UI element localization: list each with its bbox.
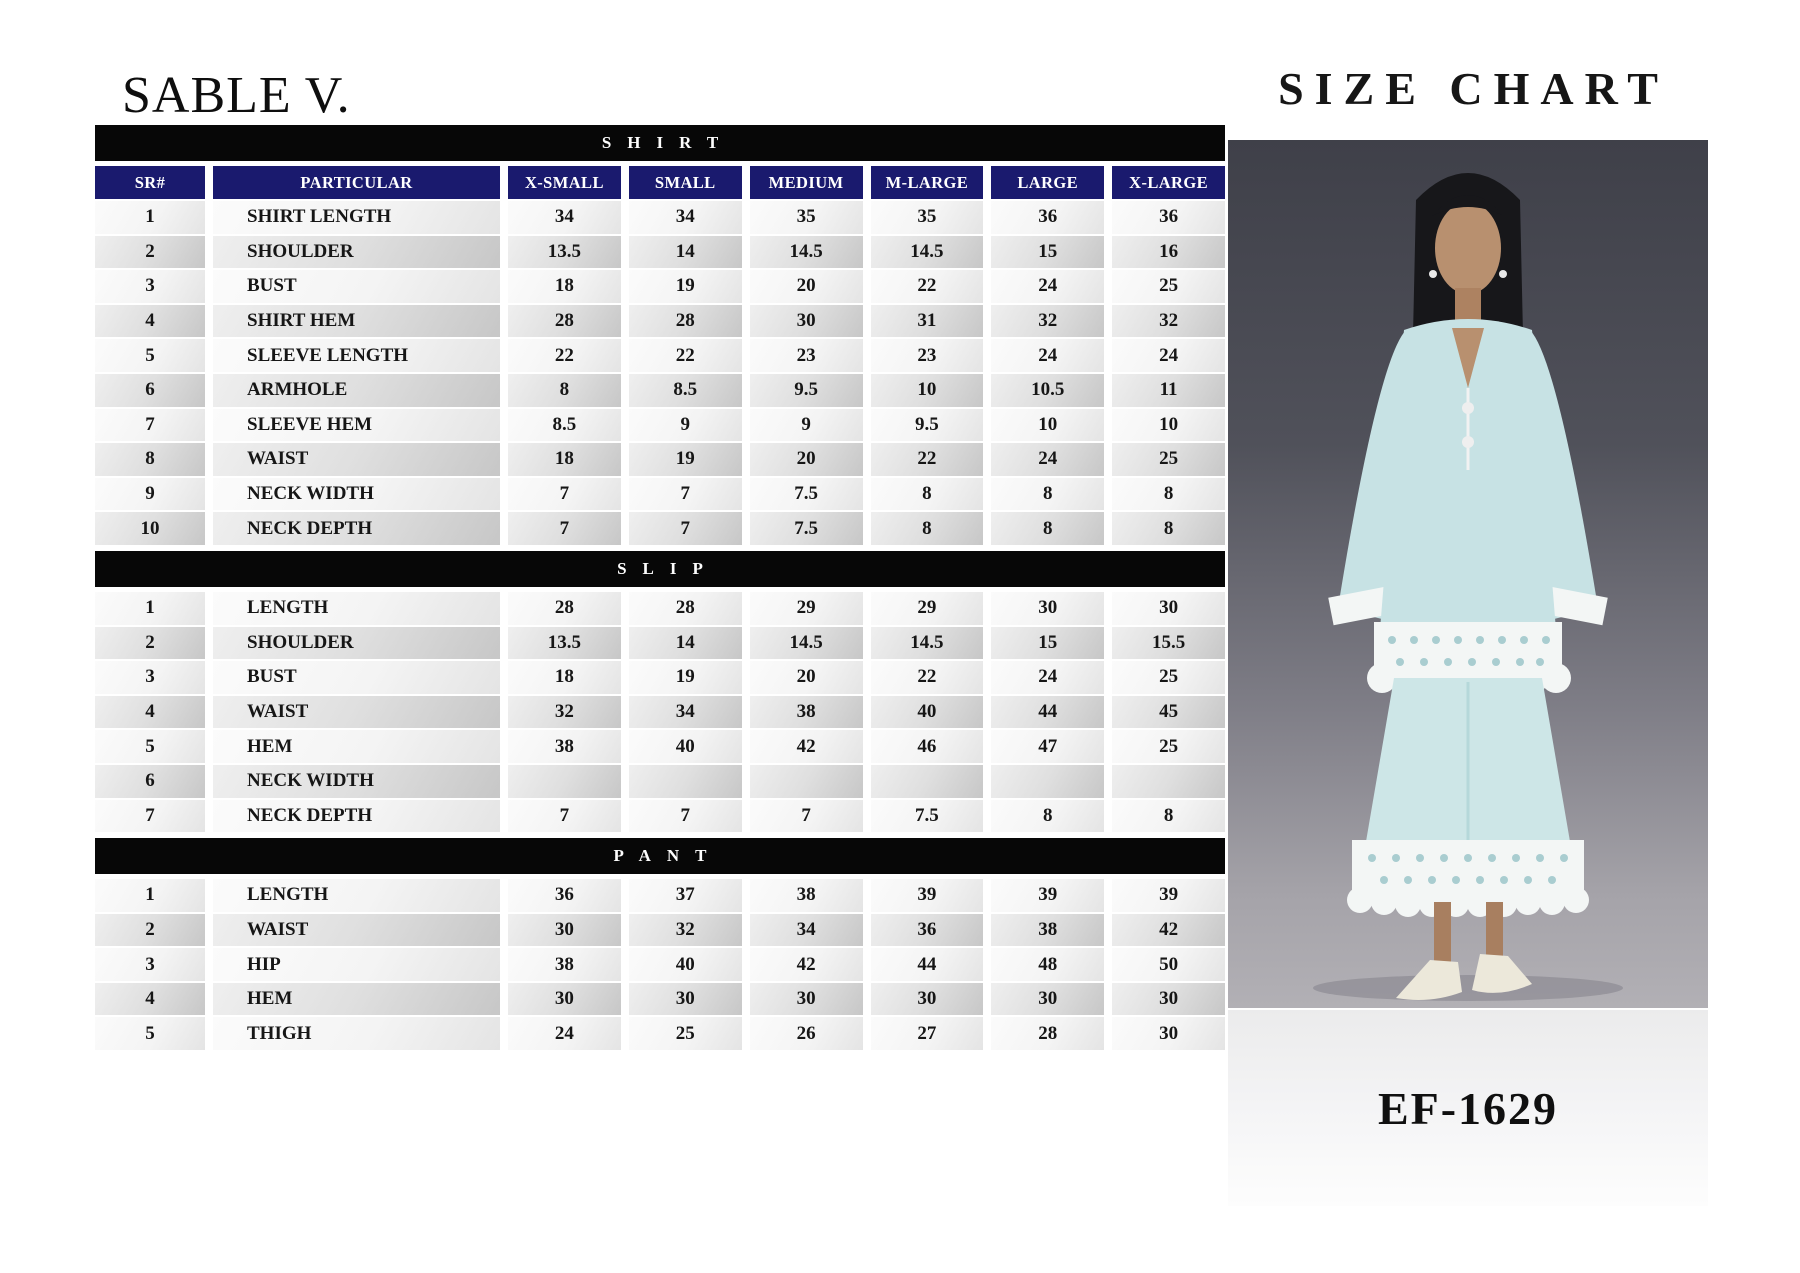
- value-cell: 14: [629, 236, 742, 269]
- value-cell: 10.5: [991, 374, 1104, 407]
- table-row: [95, 305, 1225, 338]
- model-photo: [1228, 140, 1708, 1008]
- model-neck: [1455, 288, 1481, 322]
- value-cell: 30: [991, 592, 1104, 625]
- section-header-shirt: SHIRT: [95, 125, 1225, 161]
- value-cell: 31: [871, 305, 984, 338]
- value-cell: 44: [991, 696, 1104, 729]
- column-header: LARGE: [991, 166, 1104, 199]
- table-row: [95, 948, 1225, 981]
- value-cell: 20: [750, 443, 863, 476]
- value-cell: 7: [750, 800, 863, 833]
- value-cell: 27: [871, 1017, 984, 1050]
- value-cell: 8.5: [629, 374, 742, 407]
- value-cell: 30: [871, 983, 984, 1016]
- value-cell: 7: [508, 800, 621, 833]
- value-cell: 47: [991, 730, 1104, 763]
- value-cell: 45: [1112, 696, 1225, 729]
- ankle-left: [1434, 902, 1451, 966]
- value-cell: [750, 765, 863, 798]
- value-cell: 10: [871, 374, 984, 407]
- value-cell: 30: [629, 983, 742, 1016]
- value-cell: 30: [1112, 1017, 1225, 1050]
- value-cell: 7: [629, 512, 742, 545]
- value-cell: 42: [1112, 914, 1225, 947]
- column-header: SR#: [95, 166, 205, 199]
- value-cell: 32: [1112, 305, 1225, 338]
- value-cell: 36: [871, 914, 984, 947]
- particular-cell: HEM: [213, 730, 500, 763]
- value-cell: 9.5: [750, 374, 863, 407]
- value-cell: 7.5: [750, 478, 863, 511]
- sr-cell: 4: [95, 305, 205, 338]
- value-cell: 25: [1112, 730, 1225, 763]
- value-cell: 34: [629, 201, 742, 234]
- value-cell: 25: [1112, 270, 1225, 303]
- ankle-right: [1486, 902, 1503, 960]
- value-cell: [508, 765, 621, 798]
- value-cell: 30: [508, 914, 621, 947]
- column-header: SMALL: [629, 166, 742, 199]
- value-cell: 24: [991, 270, 1104, 303]
- value-cell: 32: [629, 914, 742, 947]
- value-cell: 7: [508, 478, 621, 511]
- value-cell: 25: [1112, 443, 1225, 476]
- particular-cell: LENGTH: [213, 592, 500, 625]
- sr-cell: 10: [95, 512, 205, 545]
- value-cell: 14.5: [750, 236, 863, 269]
- value-cell: 15: [991, 236, 1104, 269]
- table-row: [95, 914, 1225, 947]
- value-cell: 36: [991, 201, 1104, 234]
- value-cell: 38: [750, 696, 863, 729]
- value-cell: 40: [629, 948, 742, 981]
- value-cell: 8: [871, 512, 984, 545]
- value-cell: 30: [1112, 592, 1225, 625]
- table-row: [95, 879, 1225, 912]
- value-cell: 8.5: [508, 409, 621, 442]
- sr-cell: 9: [95, 478, 205, 511]
- table-row: [95, 765, 1225, 798]
- sr-cell: 7: [95, 409, 205, 442]
- model-face: [1435, 202, 1501, 294]
- particular-cell: NECK WIDTH: [213, 478, 500, 511]
- value-cell: 38: [508, 730, 621, 763]
- value-cell: 40: [871, 696, 984, 729]
- value-cell: 22: [871, 661, 984, 694]
- table-row: [95, 478, 1225, 511]
- table-row: [95, 270, 1225, 303]
- sr-cell: 4: [95, 696, 205, 729]
- value-cell: 38: [991, 914, 1104, 947]
- value-cell: 29: [750, 592, 863, 625]
- table-row: [95, 512, 1225, 545]
- sr-cell: 3: [95, 948, 205, 981]
- value-cell: 8: [991, 800, 1104, 833]
- table-row: [95, 983, 1225, 1016]
- earring-right: [1499, 270, 1507, 278]
- particular-cell: SLEEVE LENGTH: [213, 339, 500, 372]
- value-cell: 8: [508, 374, 621, 407]
- value-cell: 24: [991, 661, 1104, 694]
- value-cell: 36: [508, 879, 621, 912]
- sr-cell: 1: [95, 879, 205, 912]
- column-header: X-LARGE: [1112, 166, 1225, 199]
- value-cell: 30: [508, 983, 621, 1016]
- value-cell: 8: [1112, 478, 1225, 511]
- sr-cell: 3: [95, 661, 205, 694]
- sr-cell: 1: [95, 201, 205, 234]
- value-cell: 36: [1112, 201, 1225, 234]
- earring-left: [1429, 270, 1437, 278]
- table-row: [95, 201, 1225, 234]
- product-code: EF-1629: [1377, 1082, 1559, 1134]
- sr-cell: 2: [95, 236, 205, 269]
- value-cell: 10: [1112, 409, 1225, 442]
- value-cell: 35: [750, 201, 863, 234]
- table-row: [95, 374, 1225, 407]
- sr-cell: 2: [95, 627, 205, 660]
- sr-cell: 8: [95, 443, 205, 476]
- value-cell: 7: [508, 512, 621, 545]
- value-cell: 20: [750, 270, 863, 303]
- value-cell: 32: [508, 696, 621, 729]
- value-cell: 9.5: [871, 409, 984, 442]
- value-cell: 13.5: [508, 627, 621, 660]
- sr-cell: 4: [95, 983, 205, 1016]
- value-cell: 8: [1112, 512, 1225, 545]
- column-header-row: [95, 166, 1225, 199]
- value-cell: 34: [508, 201, 621, 234]
- value-cell: 32: [991, 305, 1104, 338]
- value-cell: 28: [991, 1017, 1104, 1050]
- value-cell: 15.5: [1112, 627, 1225, 660]
- value-cell: 28: [629, 305, 742, 338]
- value-cell: 22: [871, 443, 984, 476]
- table-row: [95, 627, 1225, 660]
- value-cell: 29: [871, 592, 984, 625]
- value-cell: 24: [1112, 339, 1225, 372]
- value-cell: 14: [629, 627, 742, 660]
- value-cell: 42: [750, 730, 863, 763]
- value-cell: 7: [629, 478, 742, 511]
- value-cell: 11: [1112, 374, 1225, 407]
- value-cell: 25: [1112, 661, 1225, 694]
- particular-cell: BUST: [213, 661, 500, 694]
- table-row: [95, 409, 1225, 442]
- table-row: [95, 696, 1225, 729]
- value-cell: 8: [991, 478, 1104, 511]
- value-cell: 48: [991, 948, 1104, 981]
- particular-cell: SHIRT HEM: [213, 305, 500, 338]
- value-cell: 28: [508, 592, 621, 625]
- page-title: SIZE CHART: [1278, 63, 1669, 114]
- value-cell: 40: [629, 730, 742, 763]
- value-cell: 39: [871, 879, 984, 912]
- particular-cell: WAIST: [213, 443, 500, 476]
- particular-cell: LENGTH: [213, 879, 500, 912]
- table-row: [95, 730, 1225, 763]
- table-row: [95, 592, 1225, 625]
- value-cell: 30: [1112, 983, 1225, 1016]
- value-cell: 8: [1112, 800, 1225, 833]
- column-header: M-LARGE: [871, 166, 984, 199]
- tassel-knot-2: [1462, 436, 1474, 448]
- table-row: [95, 1017, 1225, 1050]
- value-cell: 19: [629, 661, 742, 694]
- particular-cell: SLEEVE HEM: [213, 409, 500, 442]
- brand-logo: SABLE V.: [122, 67, 351, 124]
- table-row: [95, 236, 1225, 269]
- value-cell: 24: [991, 443, 1104, 476]
- sr-cell: 5: [95, 339, 205, 372]
- value-cell: 23: [750, 339, 863, 372]
- value-cell: 16: [1112, 236, 1225, 269]
- particular-cell: NECK DEPTH: [213, 512, 500, 545]
- value-cell: 14.5: [750, 627, 863, 660]
- value-cell: 8: [871, 478, 984, 511]
- value-cell: 38: [508, 948, 621, 981]
- value-cell: [871, 765, 984, 798]
- column-header: PARTICULAR: [213, 166, 500, 199]
- value-cell: 22: [508, 339, 621, 372]
- value-cell: 39: [991, 879, 1104, 912]
- value-cell: 18: [508, 661, 621, 694]
- sr-cell: 2: [95, 914, 205, 947]
- value-cell: 14.5: [871, 236, 984, 269]
- size-table-sections: [95, 125, 1225, 1052]
- table-row: [95, 661, 1225, 694]
- value-cell: 28: [629, 592, 742, 625]
- value-cell: [1112, 765, 1225, 798]
- value-cell: [629, 765, 742, 798]
- section-header-slip: SLIP: [95, 551, 1225, 587]
- value-cell: 50: [1112, 948, 1225, 981]
- particular-cell: WAIST: [213, 696, 500, 729]
- section-header-pant: PANT: [95, 838, 1225, 874]
- sr-cell: 1: [95, 592, 205, 625]
- value-cell: 15: [991, 627, 1104, 660]
- value-cell: 9: [629, 409, 742, 442]
- value-cell: 18: [508, 270, 621, 303]
- particular-cell: ARMHOLE: [213, 374, 500, 407]
- particular-cell: SHOULDER: [213, 627, 500, 660]
- particular-cell: WAIST: [213, 914, 500, 947]
- value-cell: 28: [508, 305, 621, 338]
- value-cell: 23: [871, 339, 984, 372]
- table-row: [95, 800, 1225, 833]
- particular-cell: SHIRT LENGTH: [213, 201, 500, 234]
- value-cell: 44: [871, 948, 984, 981]
- particular-cell: HIP: [213, 948, 500, 981]
- value-cell: 7.5: [871, 800, 984, 833]
- value-cell: 18: [508, 443, 621, 476]
- value-cell: 34: [750, 914, 863, 947]
- value-cell: 30: [750, 305, 863, 338]
- value-cell: 20: [750, 661, 863, 694]
- table-row: [95, 443, 1225, 476]
- value-cell: 26: [750, 1017, 863, 1050]
- value-cell: 7: [629, 800, 742, 833]
- value-cell: 30: [991, 983, 1104, 1016]
- table-row: [95, 339, 1225, 372]
- particular-cell: HEM: [213, 983, 500, 1016]
- value-cell: 10: [991, 409, 1104, 442]
- value-cell: 30: [750, 983, 863, 1016]
- value-cell: 19: [629, 270, 742, 303]
- value-cell: 7.5: [750, 512, 863, 545]
- particular-cell: BUST: [213, 270, 500, 303]
- sr-cell: 5: [95, 730, 205, 763]
- value-cell: 24: [508, 1017, 621, 1050]
- particular-cell: NECK WIDTH: [213, 765, 500, 798]
- value-cell: 37: [629, 879, 742, 912]
- value-cell: 39: [1112, 879, 1225, 912]
- column-header: MEDIUM: [750, 166, 863, 199]
- value-cell: 25: [629, 1017, 742, 1050]
- value-cell: 14.5: [871, 627, 984, 660]
- particular-cell: SHOULDER: [213, 236, 500, 269]
- sr-cell: 3: [95, 270, 205, 303]
- tassel-knot-1: [1462, 402, 1474, 414]
- value-cell: 9: [750, 409, 863, 442]
- floor-shadow: [1313, 975, 1623, 1001]
- sr-cell: 7: [95, 800, 205, 833]
- value-cell: 35: [871, 201, 984, 234]
- column-header: X-SMALL: [508, 166, 621, 199]
- sr-cell: 6: [95, 374, 205, 407]
- value-cell: 13.5: [508, 236, 621, 269]
- value-cell: 19: [629, 443, 742, 476]
- value-cell: 34: [629, 696, 742, 729]
- value-cell: 22: [871, 270, 984, 303]
- particular-cell: NECK DEPTH: [213, 800, 500, 833]
- value-cell: 24: [991, 339, 1104, 372]
- sr-cell: 5: [95, 1017, 205, 1050]
- particular-cell: THIGH: [213, 1017, 500, 1050]
- sr-cell: 6: [95, 765, 205, 798]
- value-cell: 8: [991, 512, 1104, 545]
- value-cell: 46: [871, 730, 984, 763]
- value-cell: 42: [750, 948, 863, 981]
- product-code-panel: [1228, 1010, 1708, 1206]
- value-cell: 38: [750, 879, 863, 912]
- value-cell: 22: [629, 339, 742, 372]
- value-cell: [991, 765, 1104, 798]
